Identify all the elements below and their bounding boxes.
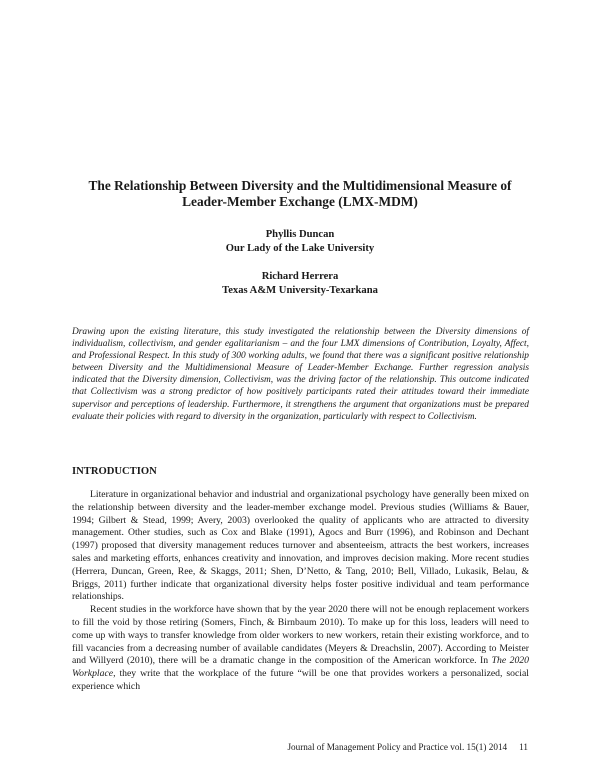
paragraph bbox=[72, 604, 529, 694]
body-text bbox=[72, 489, 529, 694]
paper-title bbox=[70, 178, 530, 210]
page-number: 11 bbox=[519, 742, 528, 752]
section-heading: INTRODUCTION bbox=[72, 466, 157, 477]
title-line-1: The Relationship Between Diversity and the Multidimensional Measure of bbox=[88, 178, 512, 193]
paragraph: Literature in organizational behavior and industrial and organizational psychology have generally been mixed on the relationship between diversity and the leader-member exchange model. Previous studies (Williams & Bauer, 1994; Gilbert & Stead, 1999; Avery, 2003) overlooked the quality of applicants who are attracted to diversity management. Other studies, such as Cox and Blake (1991), Agocs and Burr (1996), and Robinson and Dechant (1997) proposed that diversity management reduces turnover and absenteeism, attracts the best workers, increases sales and marketing efforts, enhances creativity and innovation, and improves decision making. More recent studies (Herrera, Duncan, Green, Ree, & Skaggs, 2011; Shen, D’Netto, & Tang, 2010; Bell, Villado, Lukasik, Belau, & Briggs, 2011) further indicate that organizational diversity helps foster positive individual and team performance relationships. bbox=[72, 489, 529, 603]
author-name: Phyllis Duncan bbox=[265, 229, 335, 240]
author-block-2 bbox=[100, 270, 500, 298]
abstract: Drawing upon the existing literature, this study investigated the relationship between the Diversity dimensions of individualism, collectivism, and gender egalitarianism – and the four LMX dimensions of Contribution, Loyalty, Affect, and Professional Respect. In this study of 300 working adults, we found that there was a significant positive relationship between Diversity and the Multidimensional Measure of Leader-Member Exchange. Further regression analysis indicated that the Diversity dimension, Collectivism, was the driving factor of the relationship. This outcome indicated that Collectivism was a strong predictor of how positively participants rated their attitudes toward their immediate supervisor and perceptions of leadership. Furthermore, it strengthens the argument that organizations must be prepared evaluate their policies with regard to diversity in the organization, particularly with respect to Collectivism. bbox=[72, 327, 529, 422]
author-affiliation: Texas A&M University-Texarkana bbox=[222, 285, 378, 296]
journal-citation: Journal of Management Policy and Practice vol. 15(1) 2014 bbox=[287, 742, 508, 752]
page-footer bbox=[287, 742, 528, 752]
paragraph-text: Recent studies in the workforce have shown that by the year 2020 there will not be enough replacement workers to fill the void by those retiring (Somers, Finch, & Birnbaum 2010). To make up for this loss, leaders will need to come up with ways to transfer knowledge from older workers to new workers, retain their existing workforce, and to fill vacancies from a decreasing number of available candidates (Meyers & Dreachslin, 2007). According to Meister and Willyerd (2010), there will be a dramatic change in the composition of the American workforce. In bbox=[72, 604, 529, 667]
paragraph-text: , they write that the workplace of the future “will be one that provides workers a personalized, social experience which bbox=[72, 668, 529, 692]
author-block-1 bbox=[100, 228, 500, 256]
author-affiliation: Our Lady of the Lake University bbox=[225, 243, 375, 254]
title-line-2: Leader-Member Exchange (LMX-MDM) bbox=[182, 194, 418, 209]
author-name: Richard Herrera bbox=[261, 271, 339, 282]
book-title: The 2020 Workplace bbox=[72, 655, 529, 680]
